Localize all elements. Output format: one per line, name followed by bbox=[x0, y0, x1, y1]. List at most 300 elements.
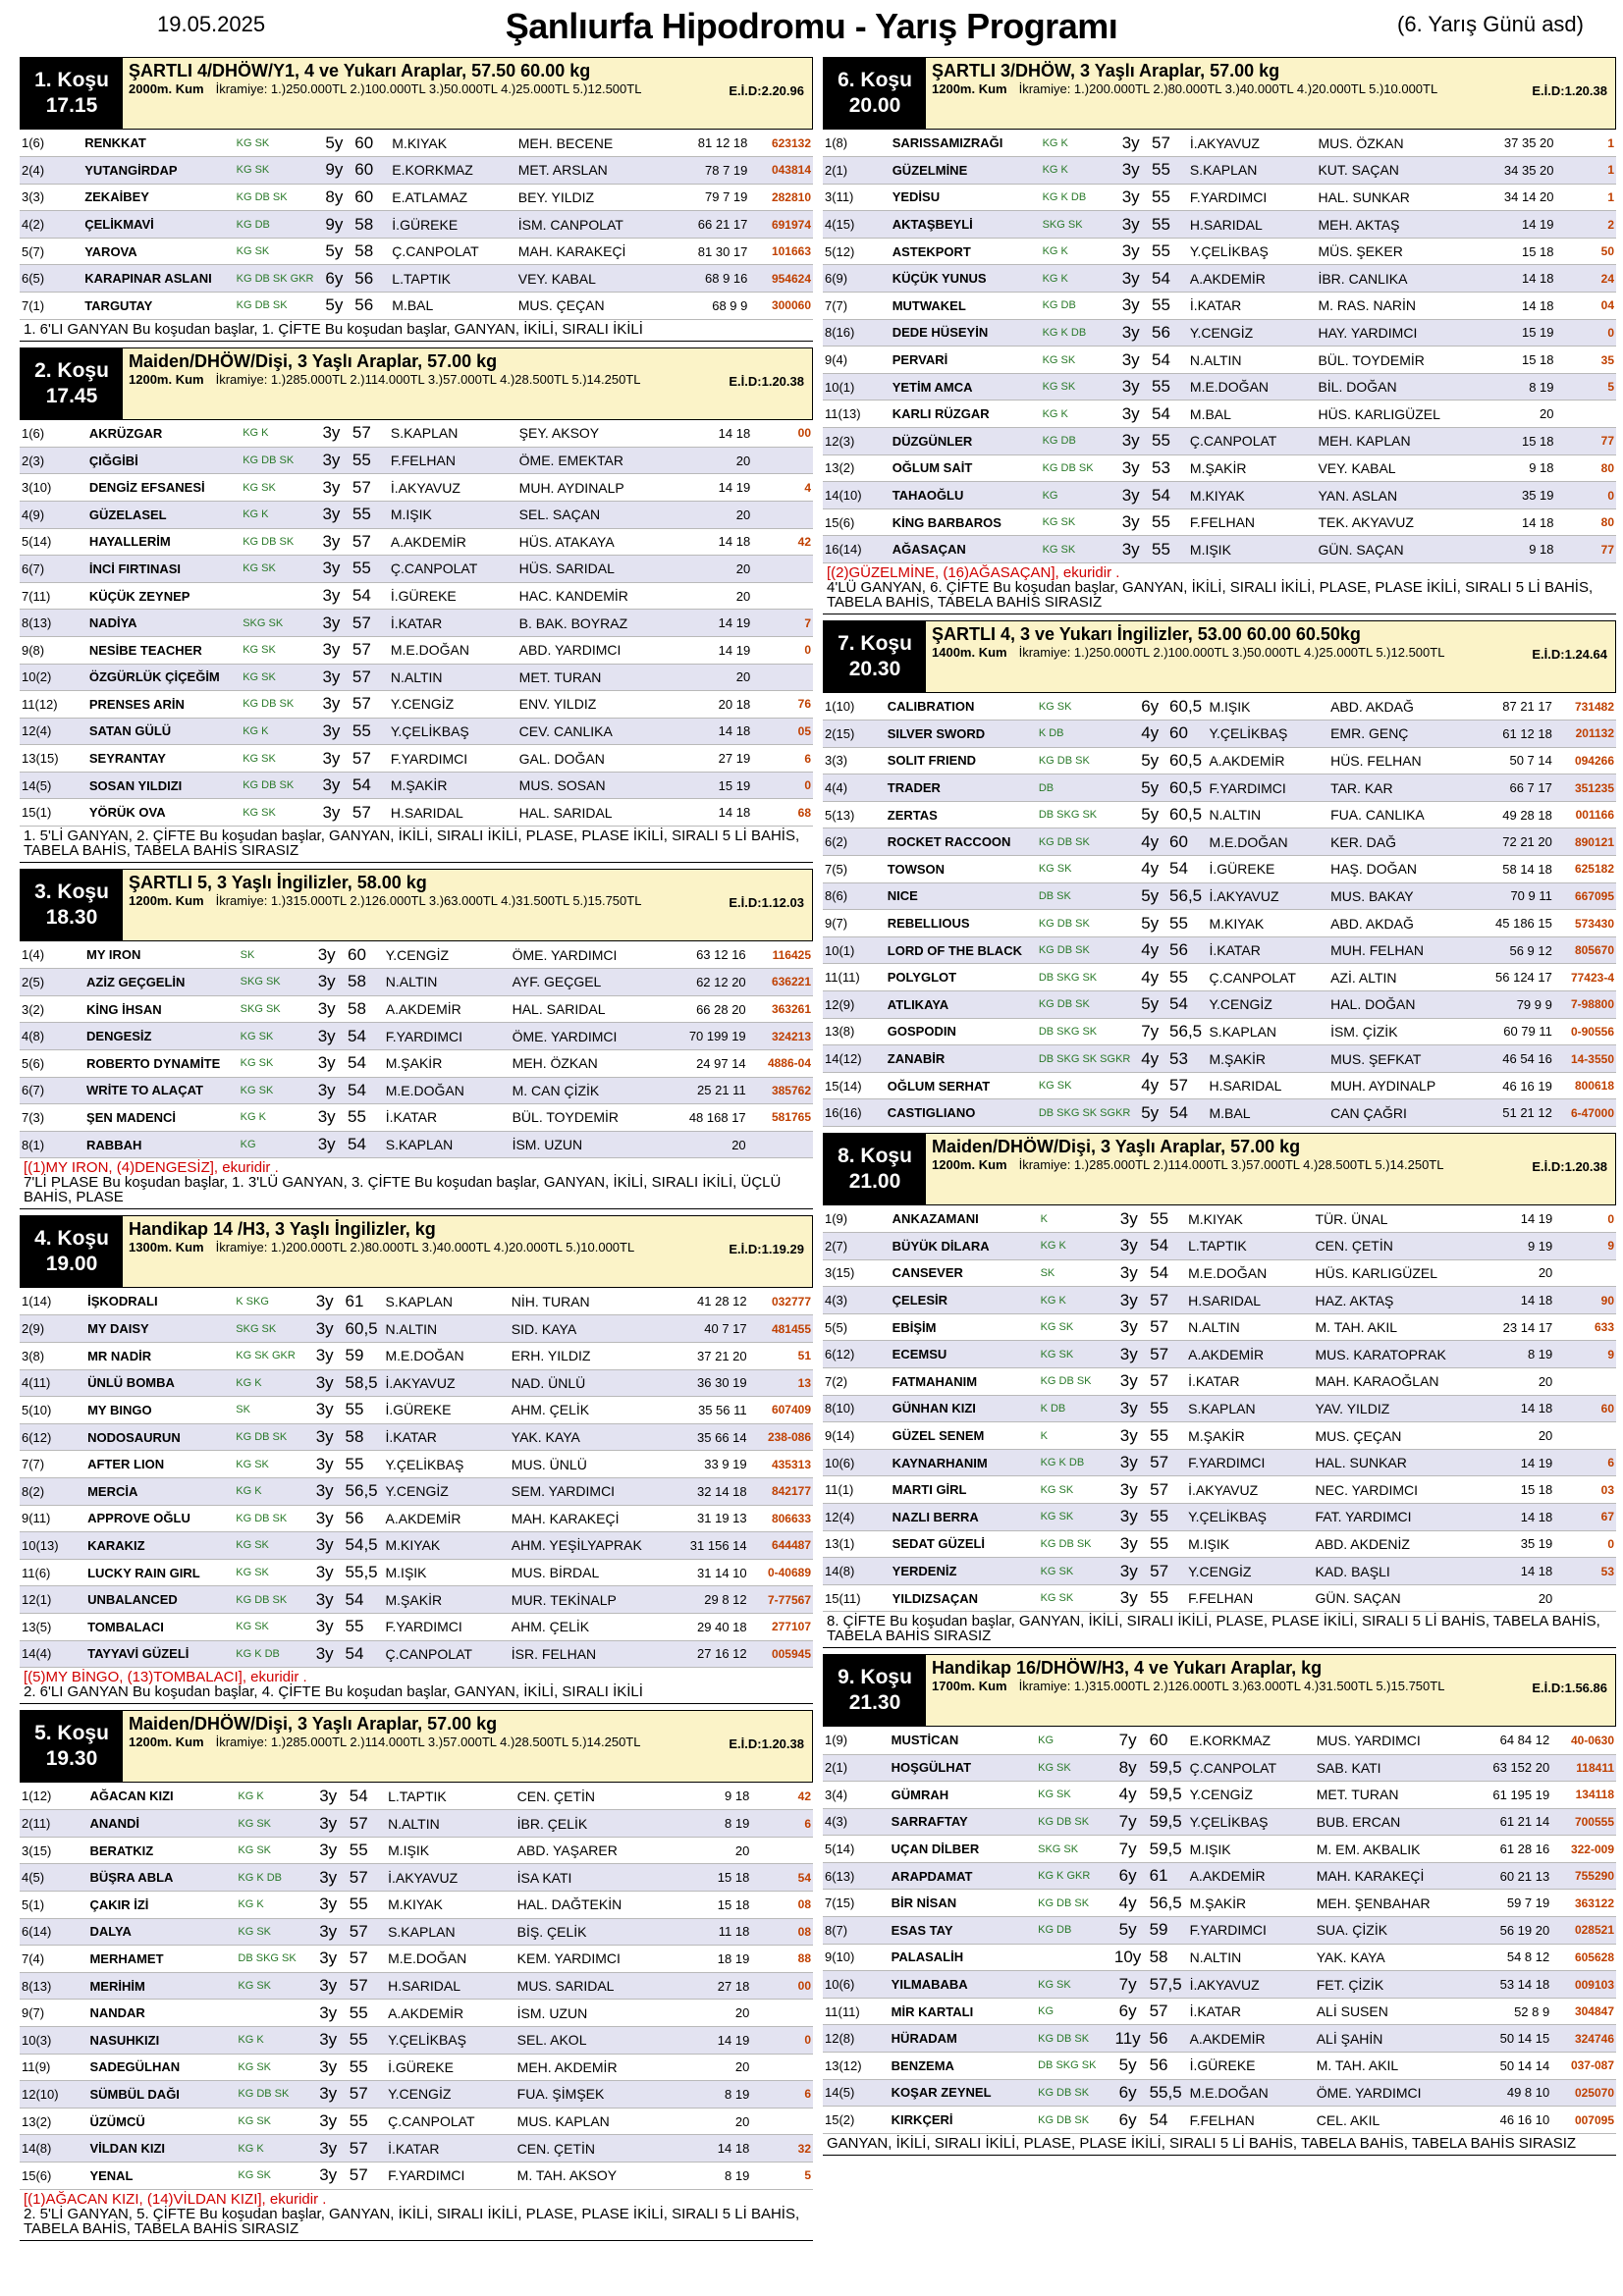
saddle-number: 12(8) bbox=[823, 2025, 890, 2053]
jockey: A.AKDEMİR bbox=[389, 528, 517, 556]
jockey: F.YARDIMCI bbox=[389, 745, 517, 773]
saddle-number: 11(12) bbox=[20, 691, 87, 719]
jockey: N.ALTIN bbox=[384, 1315, 510, 1343]
form-figures: 63 12 16 bbox=[668, 941, 748, 969]
horse-name: PERVARİ bbox=[891, 347, 1041, 374]
jockey: Y.CENGİZ bbox=[1186, 1558, 1313, 1585]
last-races: 116425 bbox=[748, 941, 813, 969]
left-column bbox=[20, 57, 813, 2247]
saddle-number: 12(10) bbox=[20, 2081, 87, 2109]
horse-name: KARAKIZ bbox=[85, 1532, 234, 1560]
weight: 55 bbox=[346, 1104, 384, 1132]
horse-age: 3y bbox=[306, 1477, 344, 1505]
horse-name: İŞKODRALI bbox=[85, 1288, 234, 1315]
trainer: FAT. YARDIMCI bbox=[1314, 1504, 1476, 1531]
weight: 54 bbox=[1148, 1259, 1186, 1287]
last-races: 954624 bbox=[749, 265, 813, 293]
race-number: 2. Koşu bbox=[34, 358, 109, 382]
horse-name: TRADER bbox=[886, 774, 1037, 802]
saddle-number: 2(1) bbox=[823, 157, 891, 185]
horse-age: 3y bbox=[306, 1343, 344, 1370]
saddle-number: 2(1) bbox=[823, 1754, 890, 1782]
jockey: İ.KATAR bbox=[1188, 1998, 1315, 2025]
weight: 55 bbox=[1148, 1530, 1186, 1558]
jockey: F.FELHAN bbox=[1188, 2107, 1315, 2134]
horse-row bbox=[20, 664, 813, 691]
accessories: KG DB SK bbox=[1036, 1890, 1109, 1917]
jockey: İ.AKYAVUZ bbox=[1188, 1971, 1315, 1999]
saddle-number: 3(10) bbox=[20, 474, 87, 502]
last-races: 623132 bbox=[749, 130, 813, 157]
form-figures: 14 18 bbox=[1475, 1287, 1554, 1314]
weight: 55 bbox=[351, 447, 389, 474]
trainer: İSM. UZUN bbox=[515, 2000, 675, 2027]
horse-row bbox=[823, 1368, 1616, 1396]
form-figures: 56 124 17 bbox=[1477, 964, 1553, 991]
trainer: MUH. FELHAN bbox=[1328, 936, 1477, 964]
horse-age: 3y bbox=[1109, 1313, 1148, 1341]
last-races bbox=[751, 2108, 813, 2135]
weight: 61 bbox=[344, 1288, 384, 1315]
weight: 55 bbox=[348, 1892, 386, 1919]
trainer: HAL. DAĞTEKİN bbox=[515, 1892, 675, 1919]
jockey: Y.ÇELİKBAŞ bbox=[386, 2026, 515, 2054]
form-figures: 68 9 16 bbox=[672, 265, 749, 293]
form-figures: 50 14 14 bbox=[1472, 2053, 1551, 2080]
accessories: KG bbox=[239, 1131, 308, 1158]
horse-name: GÜZEL SENEM bbox=[891, 1422, 1039, 1450]
weight: 54 bbox=[348, 1783, 386, 1810]
trainer: ALİ ŞAHİN bbox=[1315, 2025, 1472, 2053]
saddle-number: 8(13) bbox=[20, 1972, 87, 2000]
horse-age: 3y bbox=[1109, 1504, 1148, 1531]
horse-name: SATAN GÜLÜ bbox=[87, 718, 241, 745]
weight: 59,5 bbox=[1148, 1836, 1188, 1863]
horse-row bbox=[823, 2025, 1616, 2053]
saddle-number: 5(12) bbox=[823, 238, 891, 265]
trainer: AZİ. ALTIN bbox=[1328, 964, 1477, 991]
horse-age: 3y bbox=[306, 1288, 344, 1315]
horse-age: 5y bbox=[1109, 2053, 1148, 2080]
last-races: 094266 bbox=[1554, 747, 1616, 774]
horse-age: 5y bbox=[1132, 747, 1167, 774]
accessories: KG DB SK bbox=[235, 293, 316, 320]
last-races bbox=[752, 556, 813, 583]
horse-row bbox=[823, 1449, 1616, 1476]
trainer: BEY. YILDIZ bbox=[516, 184, 672, 211]
ekuri-note: [(5)MY BİNGO, (13)TOMBALACI], ekuridir . bbox=[24, 1669, 307, 1686]
weight: 59 bbox=[1148, 1917, 1188, 1945]
race-time: 20.00 bbox=[848, 94, 901, 117]
weight: 57 bbox=[348, 1918, 386, 1946]
form-figures: 14 19 bbox=[676, 474, 752, 502]
jockey: N.ALTIN bbox=[1188, 1944, 1315, 1971]
trainer: MUR. TEKİNALP bbox=[510, 1586, 670, 1614]
horse-age: 3y bbox=[307, 995, 346, 1023]
jockey: İ.AKYAVUZ bbox=[1207, 882, 1328, 910]
saddle-number: 11(6) bbox=[20, 1559, 85, 1586]
form-figures: 9 18 bbox=[1477, 454, 1556, 482]
trainer: BÜL. TOYDEMİR bbox=[1316, 347, 1476, 374]
last-races: 32 bbox=[751, 2135, 813, 2163]
horse-name: ROCKET RACCOON bbox=[886, 828, 1037, 856]
horse-age: 3y bbox=[309, 1918, 348, 1946]
horse-age: 5y bbox=[1109, 1917, 1148, 1945]
horse-age: 3y bbox=[309, 2162, 348, 2189]
weight: 56,5 bbox=[1167, 1018, 1207, 1045]
last-races: 009103 bbox=[1551, 1971, 1616, 1999]
accessories: KG SK bbox=[234, 1451, 306, 1478]
trainer: HAL. SUNKAR bbox=[1316, 184, 1476, 211]
horse-age: 3y bbox=[1111, 536, 1150, 563]
accessories: KG SK bbox=[1037, 693, 1133, 721]
horse-row bbox=[20, 556, 813, 583]
form-figures: 14 18 bbox=[676, 420, 752, 448]
horse-row bbox=[20, 1810, 813, 1838]
race-prizes: İkramiye: 1.)315.000TL 2.)126.000TL 3.)63.000TL 4.)31.500TL 5.)15.750TL bbox=[215, 893, 642, 909]
accessories: KG SK bbox=[241, 745, 312, 773]
race-record: E.İ.D:1.12.03 bbox=[729, 895, 804, 911]
jockey: M.IŞIK bbox=[1207, 693, 1328, 721]
horse-name: NICE bbox=[886, 882, 1037, 910]
horse-row bbox=[20, 130, 813, 157]
horse-row bbox=[823, 964, 1616, 991]
form-figures: 31 156 14 bbox=[670, 1532, 749, 1560]
saddle-number: 2(4) bbox=[20, 157, 82, 185]
last-races: 0-40689 bbox=[749, 1559, 813, 1586]
trainer: ABD. AKDENİZ bbox=[1314, 1530, 1476, 1558]
form-figures: 20 bbox=[676, 582, 752, 610]
trainer: MUS. KAPLAN bbox=[515, 2108, 675, 2135]
horse-age: 3y bbox=[306, 1423, 344, 1451]
horse-row bbox=[20, 2054, 813, 2081]
jockey: N.ALTIN bbox=[1207, 801, 1328, 828]
jockey: A.AKDEMİR bbox=[1188, 1862, 1315, 1890]
last-races: 025070 bbox=[1551, 2079, 1616, 2107]
saddle-number: 11(13) bbox=[823, 400, 891, 428]
form-figures: 49 28 18 bbox=[1477, 801, 1553, 828]
horse-row bbox=[20, 1369, 813, 1397]
horse-age: 3y bbox=[306, 1613, 344, 1640]
horse-row bbox=[20, 238, 813, 265]
last-races bbox=[1554, 1368, 1616, 1396]
last-races: 644487 bbox=[749, 1532, 813, 1560]
jockey: S.KAPLAN bbox=[1186, 1395, 1313, 1422]
ekuri-note: [(1)AĞACAN KIZI, (14)VİLDAN KIZI], ekuridir . bbox=[24, 2190, 327, 2208]
horse-name: RABBAH bbox=[84, 1131, 239, 1158]
last-races: 5 bbox=[1556, 373, 1616, 400]
form-figures: 23 14 17 bbox=[1475, 1313, 1554, 1341]
trainer: MEH. AKDEMİR bbox=[515, 2054, 675, 2081]
saddle-number: 15(6) bbox=[823, 508, 891, 536]
jockey: M.BAL bbox=[1207, 1099, 1328, 1127]
jockey: H.SARIDAL bbox=[389, 799, 517, 827]
jockey: M.KIYAK bbox=[1188, 482, 1317, 509]
horse-row bbox=[20, 1640, 813, 1668]
horse-row bbox=[823, 184, 1616, 211]
horse-name: NANDAR bbox=[87, 2000, 236, 2027]
horse-name: HOŞGÜLHAT bbox=[890, 1754, 1036, 1782]
accessories: KG DB SK bbox=[234, 1586, 306, 1614]
horse-name: MY BINGO bbox=[85, 1397, 234, 1424]
jockey: M.IŞIK bbox=[389, 501, 517, 528]
horse-name: BİR NİSAN bbox=[890, 1890, 1036, 1917]
horse-table bbox=[20, 130, 813, 320]
race-prize-row bbox=[932, 1157, 1609, 1173]
saddle-number: 5(1) bbox=[20, 1892, 87, 1919]
form-figures: 50 14 15 bbox=[1472, 2025, 1551, 2053]
horse-row bbox=[823, 1558, 1616, 1585]
race-number-box bbox=[824, 1655, 926, 1726]
weight: 54 bbox=[1150, 347, 1188, 374]
form-figures: 81 30 17 bbox=[672, 238, 749, 265]
last-races: 0 bbox=[751, 2026, 813, 2054]
form-figures: 8 19 bbox=[1477, 373, 1556, 400]
weight: 54 bbox=[351, 582, 389, 610]
saddle-number: 1(4) bbox=[20, 941, 84, 969]
jockey: M.ŞAKİR bbox=[1186, 1422, 1313, 1450]
trainer: SEL. SAÇAN bbox=[517, 501, 676, 528]
jockey: Y.CENGİZ bbox=[1188, 1782, 1315, 1809]
race-number: 3. Koşu bbox=[34, 881, 109, 904]
horse-name: DALYA bbox=[87, 1918, 236, 1946]
weight: 58 bbox=[1148, 1944, 1188, 1971]
accessories: K SKG bbox=[234, 1288, 306, 1315]
trainer: FET. ÇİZİK bbox=[1315, 1971, 1472, 1999]
accessories: KG SK bbox=[241, 474, 312, 502]
weight: 58 bbox=[352, 211, 390, 239]
saddle-number: 5(5) bbox=[823, 1313, 891, 1341]
form-figures: 20 bbox=[674, 2000, 751, 2027]
horse-row bbox=[823, 454, 1616, 482]
horse-name: ÇAKIR İZİ bbox=[87, 1892, 236, 1919]
jockey: İ.KATAR bbox=[386, 2135, 515, 2163]
saddle-number: 14(12) bbox=[823, 1045, 886, 1073]
horse-age: 3y bbox=[309, 1946, 348, 1973]
horse-age: 3y bbox=[306, 1505, 344, 1532]
weight: 55 bbox=[344, 1397, 384, 1424]
accessories: KG DB SK bbox=[234, 1423, 306, 1451]
last-races: 40-0630 bbox=[1551, 1727, 1616, 1754]
race-distance: 1200m. Kum bbox=[932, 1157, 1007, 1172]
last-races: 90 bbox=[1554, 1287, 1616, 1314]
horse-age: 4y bbox=[1132, 964, 1167, 991]
horse-name: MİR KARTALI bbox=[890, 1998, 1036, 2025]
accessories: KG SK bbox=[1036, 1782, 1109, 1809]
accessories: KG K bbox=[241, 420, 312, 448]
jockey: M.IŞIK bbox=[1188, 1836, 1315, 1863]
accessories: K bbox=[1039, 1422, 1110, 1450]
jockey: A.AKDEMİR bbox=[384, 1505, 510, 1532]
jockey: N.ALTIN bbox=[1186, 1313, 1313, 1341]
race-prize-row bbox=[129, 1240, 806, 1255]
jockey: Y.ÇELİKBAŞ bbox=[1186, 1504, 1313, 1531]
form-figures: 56 9 12 bbox=[1477, 936, 1553, 964]
form-figures: 59 7 19 bbox=[1472, 1890, 1551, 1917]
horse-age: 5y bbox=[316, 130, 353, 157]
saddle-number: 13(2) bbox=[20, 2108, 87, 2135]
horse-name: KÜÇÜK YUNUS bbox=[891, 265, 1041, 293]
race-distance: 1700m. Kum bbox=[932, 1679, 1007, 1694]
horse-row bbox=[20, 293, 813, 320]
form-figures: 56 19 20 bbox=[1472, 1917, 1551, 1945]
horse-table bbox=[20, 941, 813, 1158]
horse-row bbox=[20, 157, 813, 185]
trainer: İBR. CANLIKA bbox=[1316, 265, 1476, 293]
horse-age: 5y bbox=[316, 293, 353, 320]
jockey: F.YARDIMCI bbox=[384, 1613, 510, 1640]
jockey: M.KIYAK bbox=[386, 1892, 515, 1919]
saddle-number: 2(11) bbox=[20, 1810, 87, 1838]
horse-row bbox=[823, 2079, 1616, 2107]
weight: 57 bbox=[348, 1946, 386, 1973]
race-block bbox=[823, 1133, 1616, 1648]
form-figures: 20 bbox=[676, 556, 752, 583]
form-figures: 87 21 17 bbox=[1477, 693, 1553, 721]
horse-age: 3y bbox=[309, 2054, 348, 2081]
race-header bbox=[20, 57, 813, 130]
last-races bbox=[751, 2054, 813, 2081]
horse-row bbox=[20, 1837, 813, 1864]
weight: 55 bbox=[351, 556, 389, 583]
race-block bbox=[823, 57, 1616, 614]
last-races: 6 bbox=[751, 1810, 813, 1838]
horse-name: ROBERTO DYNAMİTE bbox=[84, 1049, 239, 1077]
accessories: KG SK bbox=[241, 556, 312, 583]
saddle-number: 7(7) bbox=[20, 1451, 85, 1478]
form-figures: 20 bbox=[1475, 1422, 1554, 1450]
trainer: MEH. ŞENBAHAR bbox=[1315, 1890, 1472, 1917]
race-notes bbox=[20, 1158, 813, 1209]
horse-row bbox=[823, 1754, 1616, 1782]
race-block bbox=[823, 1654, 1616, 2155]
horse-name: TAYYAVİ GÜZELİ bbox=[85, 1640, 234, 1668]
accessories: KG SK bbox=[236, 2054, 308, 2081]
accessories: DB bbox=[1037, 774, 1133, 802]
saddle-number: 4(15) bbox=[823, 211, 891, 239]
last-races: 0-90556 bbox=[1554, 1018, 1616, 1045]
horse-row bbox=[20, 1288, 813, 1315]
form-figures: 70 9 11 bbox=[1477, 882, 1553, 910]
last-races: 68 bbox=[752, 799, 813, 827]
saddle-number: 10(1) bbox=[823, 373, 891, 400]
trainer: MUS. YARDIMCI bbox=[1315, 1727, 1472, 1754]
horse-age: 3y bbox=[309, 2108, 348, 2135]
race-info bbox=[123, 58, 812, 129]
horse-age: 7y bbox=[1132, 1018, 1167, 1045]
race-number-box bbox=[21, 1216, 123, 1287]
race-block bbox=[20, 869, 813, 1209]
accessories: KG SK bbox=[1039, 1584, 1110, 1612]
trainer: AHM. ÇELİK bbox=[510, 1397, 670, 1424]
accessories: DB SKG SK SGKR bbox=[1037, 1045, 1133, 1073]
weight: 57,5 bbox=[1148, 1971, 1188, 1999]
horse-age: 3y bbox=[1109, 1287, 1148, 1314]
race-notes bbox=[20, 827, 813, 863]
jockey: İ.KATAR bbox=[1207, 936, 1328, 964]
horse-row bbox=[20, 1477, 813, 1505]
last-races: 9 bbox=[1554, 1233, 1616, 1260]
horse-age: 3y bbox=[1111, 184, 1150, 211]
jockey: F.YARDIMCI bbox=[1186, 1449, 1313, 1476]
form-figures: 8 19 bbox=[674, 2162, 751, 2189]
horse-row bbox=[823, 774, 1616, 802]
trainer: BUB. ERCAN bbox=[1315, 1808, 1472, 1836]
accessories: DB SK bbox=[1037, 882, 1133, 910]
trainer: HAY. YARDIMCI bbox=[1316, 319, 1476, 347]
saddle-number: 4(5) bbox=[20, 1864, 87, 1892]
saddle-number: 3(11) bbox=[823, 184, 891, 211]
jockey: M.E.DOĞAN bbox=[1188, 373, 1317, 400]
trainer: MUS. ÇEÇAN bbox=[516, 293, 672, 320]
race-number-box bbox=[21, 870, 123, 940]
form-figures: 72 21 20 bbox=[1477, 828, 1553, 856]
horse-name: ÇIĞGİBİ bbox=[87, 447, 241, 474]
race-number: 5. Koşu bbox=[34, 1722, 109, 1745]
last-races: 08 bbox=[751, 1892, 813, 1919]
horse-row bbox=[20, 474, 813, 502]
horse-age: 6y bbox=[316, 265, 353, 293]
form-figures: 46 16 10 bbox=[1472, 2107, 1551, 2134]
saddle-number: 2(7) bbox=[823, 1233, 891, 1260]
race-notes bbox=[823, 563, 1616, 614]
weight: 60 bbox=[1167, 828, 1207, 856]
weight: 55 bbox=[1150, 536, 1188, 563]
last-races: 636221 bbox=[748, 969, 813, 996]
race-block bbox=[20, 1215, 813, 1704]
jockey: M.KIYAK bbox=[390, 130, 515, 157]
accessories: KG DB SK bbox=[1036, 2079, 1109, 2107]
accessories: KG DB bbox=[1041, 428, 1112, 455]
horse-row bbox=[823, 373, 1616, 400]
horse-row bbox=[823, 747, 1616, 774]
weight: 57 bbox=[351, 528, 389, 556]
last-races bbox=[1554, 1584, 1616, 1612]
weight: 56 bbox=[352, 293, 390, 320]
horse-name: MY DAISY bbox=[85, 1315, 234, 1343]
accessories: KG DB SK bbox=[1039, 1368, 1110, 1396]
saddle-number: 6(5) bbox=[20, 265, 82, 293]
accessories: KG K DB bbox=[234, 1640, 306, 1668]
horse-age: 8y bbox=[316, 184, 353, 211]
trainer: SAB. KATI bbox=[1315, 1754, 1472, 1782]
trainer: MUH. AYDINALP bbox=[517, 474, 676, 502]
form-figures: 20 bbox=[1475, 1584, 1554, 1612]
race-number: 9. Koşu bbox=[838, 1666, 912, 1689]
trainer: YAV. YILDIZ bbox=[1314, 1395, 1476, 1422]
horse-name: RENKKAT bbox=[82, 130, 234, 157]
horse-age: 3y bbox=[1109, 1449, 1148, 1476]
horse-row bbox=[823, 1530, 1616, 1558]
weight: 55 bbox=[1150, 293, 1188, 320]
form-figures: 15 18 bbox=[1475, 1476, 1554, 1504]
saddle-number: 9(7) bbox=[20, 2000, 87, 2027]
horse-name: ESAS TAY bbox=[890, 1917, 1036, 1945]
program-date: 19.05.2025 bbox=[157, 12, 266, 36]
horse-row bbox=[20, 1532, 813, 1560]
jockey: A.AKDEMİR bbox=[1186, 1341, 1313, 1368]
horse-age: 5y bbox=[1132, 910, 1167, 937]
race-prize-row bbox=[932, 645, 1609, 661]
last-races: 77423-4 bbox=[1554, 964, 1616, 991]
jockey: M.IŞIK bbox=[1186, 1530, 1313, 1558]
trainer: M. TAH. AKIL bbox=[1315, 2053, 1472, 2080]
accessories: DB SKG SK bbox=[1037, 801, 1133, 828]
accessories: KG K bbox=[1041, 265, 1112, 293]
horse-name: SILVER SWORD bbox=[886, 721, 1037, 748]
trainer: MET. ARSLAN bbox=[516, 157, 672, 185]
form-figures: 14 19 bbox=[674, 2026, 751, 2054]
